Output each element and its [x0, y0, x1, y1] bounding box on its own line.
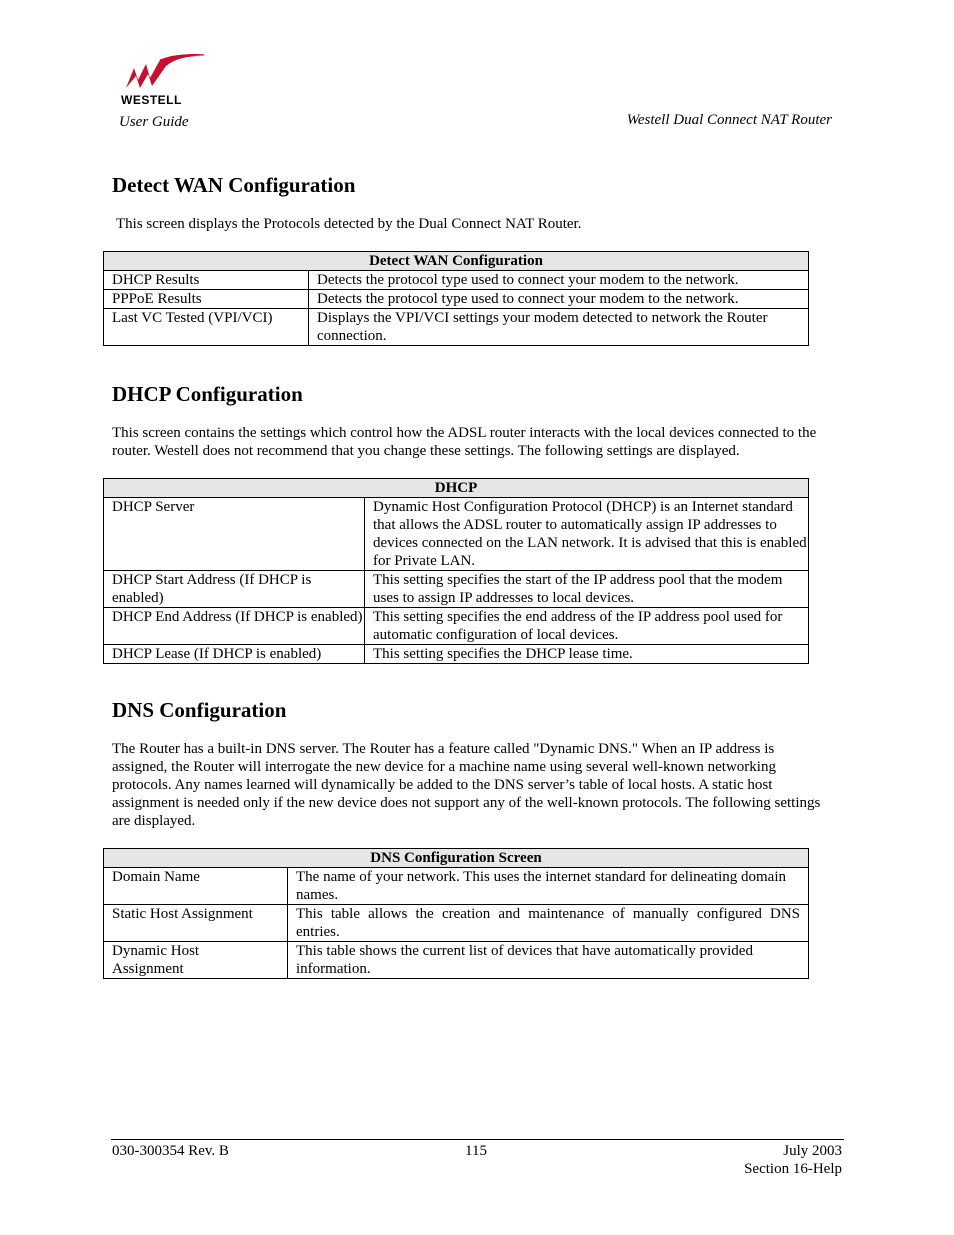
dhcp-row-desc: This setting specifies the end address of the IP address pool used for automatic configuration of local devices.	[365, 608, 809, 645]
dns-row-name: Dynamic Host Assignment	[104, 942, 288, 979]
dns-row-name: Static Host Assignment	[104, 905, 288, 942]
dhcp-row-name: DHCP Start Address (If DHCP is enabled)	[104, 571, 365, 608]
dns-row-desc: The name of your network. This uses the internet standard for delineating domain names.	[288, 868, 809, 905]
table-row	[104, 942, 809, 979]
table-row	[104, 645, 809, 664]
dns-row-desc: This table allows the creation and maintenance of manually configured DNS entries.	[288, 905, 809, 942]
table-row	[104, 290, 809, 309]
dhcp-row-name: DHCP Server	[104, 498, 365, 571]
wan-row-desc: Detects the protocol type used to connect your modem to the network.	[309, 271, 809, 290]
dhcp-row-desc: Dynamic Host Configuration Protocol (DHCP) is an Internet standard that allows the ADSL router to automatically assign IP addresses to devices connected on the LAN network. It is advised that this is enabled for Private LAN.	[365, 498, 809, 571]
logo-text: WESTELL	[121, 93, 182, 107]
dhcp-intro: This screen contains the settings which control how the ADSL router interacts with the local devices connected to the router. Westell does not recommend that you change these settings. The following settings are displayed.	[112, 425, 817, 459]
dhcp-table	[103, 478, 809, 664]
dns-row-name: Domain Name	[104, 868, 288, 905]
dhcp-row-name: DHCP End Address (If DHCP is enabled)	[104, 608, 365, 645]
dns-heading: DNS Configuration	[112, 698, 287, 722]
wan-table-title: Detect WAN Configuration	[104, 252, 809, 271]
footer-page-number: 115	[465, 1143, 487, 1159]
header-doc-type: User Guide	[119, 114, 189, 130]
wan-heading: Detect WAN Configuration	[112, 173, 356, 197]
dhcp-table-title: DHCP	[104, 479, 809, 498]
dns-row-desc: This table shows the current list of devices that have automatically provided information.	[288, 942, 809, 979]
wan-row-name: DHCP Results	[104, 271, 309, 290]
footer-doc-number: 030-300354 Rev. B	[112, 1143, 229, 1159]
dhcp-row-name: DHCP Lease (If DHCP is enabled)	[104, 645, 365, 664]
footer-rule	[111, 1139, 844, 1140]
footer-section: Section 16-Help	[744, 1161, 842, 1177]
wan-table	[103, 251, 809, 346]
table-row	[104, 571, 809, 608]
dhcp-row-desc: This setting specifies the start of the IP address pool that the modem uses to assign IP addresses to local devices.	[365, 571, 809, 608]
dns-intro: The Router has a built-in DNS server. The Router has a feature called "Dynamic DNS." When an IP address is assigned, the Router will interrogate the new device for a machine name using several well-known networking protocols. Any names learned will dynamically be added to the DNS server’s table of local hosts. A static host assignment is needed only if the new device does not support any of the well-known protocols. The following settings are displayed.	[112, 741, 821, 829]
dhcp-row-desc: This setting specifies the DHCP lease time.	[365, 645, 809, 664]
dns-table	[103, 848, 809, 979]
table-row	[104, 868, 809, 905]
wan-row-desc: Detects the protocol type used to connect your modem to the network.	[309, 290, 809, 309]
table-row	[104, 498, 809, 571]
wan-intro: This screen displays the Protocols detected by the Dual Connect NAT Router.	[116, 216, 582, 232]
westell-logo-mark	[116, 54, 206, 94]
footer-date: July 2003	[783, 1143, 842, 1159]
wan-row-name: PPPoE Results	[104, 290, 309, 309]
table-row	[104, 271, 809, 290]
wan-row-name: Last VC Tested (VPI/VCI)	[104, 309, 309, 346]
header-product-name: Westell Dual Connect NAT Router	[626, 112, 832, 128]
table-row	[104, 905, 809, 942]
dns-table-title: DNS Configuration Screen	[104, 849, 809, 868]
wan-row-desc: Displays the VPI/VCI settings your modem detected to network the Router connection.	[309, 309, 809, 346]
dhcp-heading: DHCP Configuration	[112, 382, 303, 406]
westell-logo	[116, 54, 206, 106]
table-row	[104, 608, 809, 645]
table-row	[104, 309, 809, 346]
